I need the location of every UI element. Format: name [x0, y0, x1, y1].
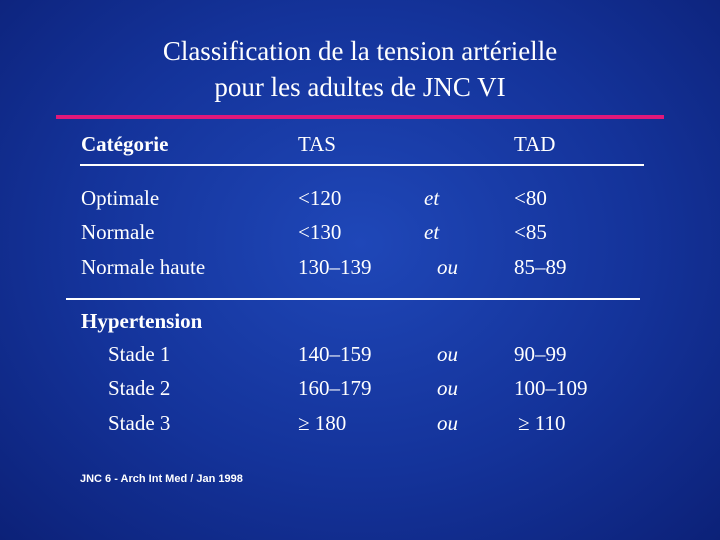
- stage-sbp: ≥ 180: [298, 411, 347, 435]
- row-category: Normale: [81, 220, 155, 244]
- title-line-1: Classification de la tension artérielle: [162, 36, 558, 66]
- source-citation: JNC 6 - Arch Int Med / Jan 1998: [80, 473, 243, 485]
- title-line-2: pour les adultes de JNC VI: [214, 72, 506, 102]
- row-conjunction: ou: [437, 255, 458, 279]
- stage-dbp: 100–109: [514, 376, 588, 400]
- row-sbp: <130: [298, 220, 342, 244]
- row-sbp: 130–139: [298, 255, 372, 279]
- header-category: Catégorie: [81, 132, 169, 156]
- title-divider: [56, 115, 664, 119]
- stage-category: Stade 1: [108, 342, 171, 366]
- row-conjunction: et: [424, 186, 440, 210]
- hypertension-label: Hypertension: [81, 309, 203, 333]
- stage-category: Stade 2: [108, 376, 171, 400]
- row-dbp: 85–89: [514, 255, 567, 279]
- section-divider: [66, 298, 640, 300]
- slide-title: [0, 33, 720, 105]
- stage-sbp: 160–179: [298, 376, 372, 400]
- row-conjunction: et: [424, 220, 440, 244]
- stage-dbp: ≥ 110: [518, 411, 566, 435]
- row-category: Optimale: [81, 186, 160, 210]
- stage-conjunction: ou: [437, 342, 458, 366]
- header-sbp: TAS: [298, 132, 336, 156]
- row-category: Normale haute: [81, 255, 206, 279]
- row-dbp: <85: [514, 220, 547, 244]
- stage-sbp: 140–159: [298, 342, 372, 366]
- stage-conjunction: ou: [437, 376, 458, 400]
- stage-dbp: 90–99: [514, 342, 567, 366]
- stage-conjunction: ou: [437, 411, 458, 435]
- header-dbp: TAD: [514, 132, 556, 156]
- row-dbp: <80: [514, 186, 547, 210]
- stage-category: Stade 3: [108, 411, 171, 435]
- row-sbp: <120: [298, 186, 342, 210]
- header-divider: [80, 164, 644, 166]
